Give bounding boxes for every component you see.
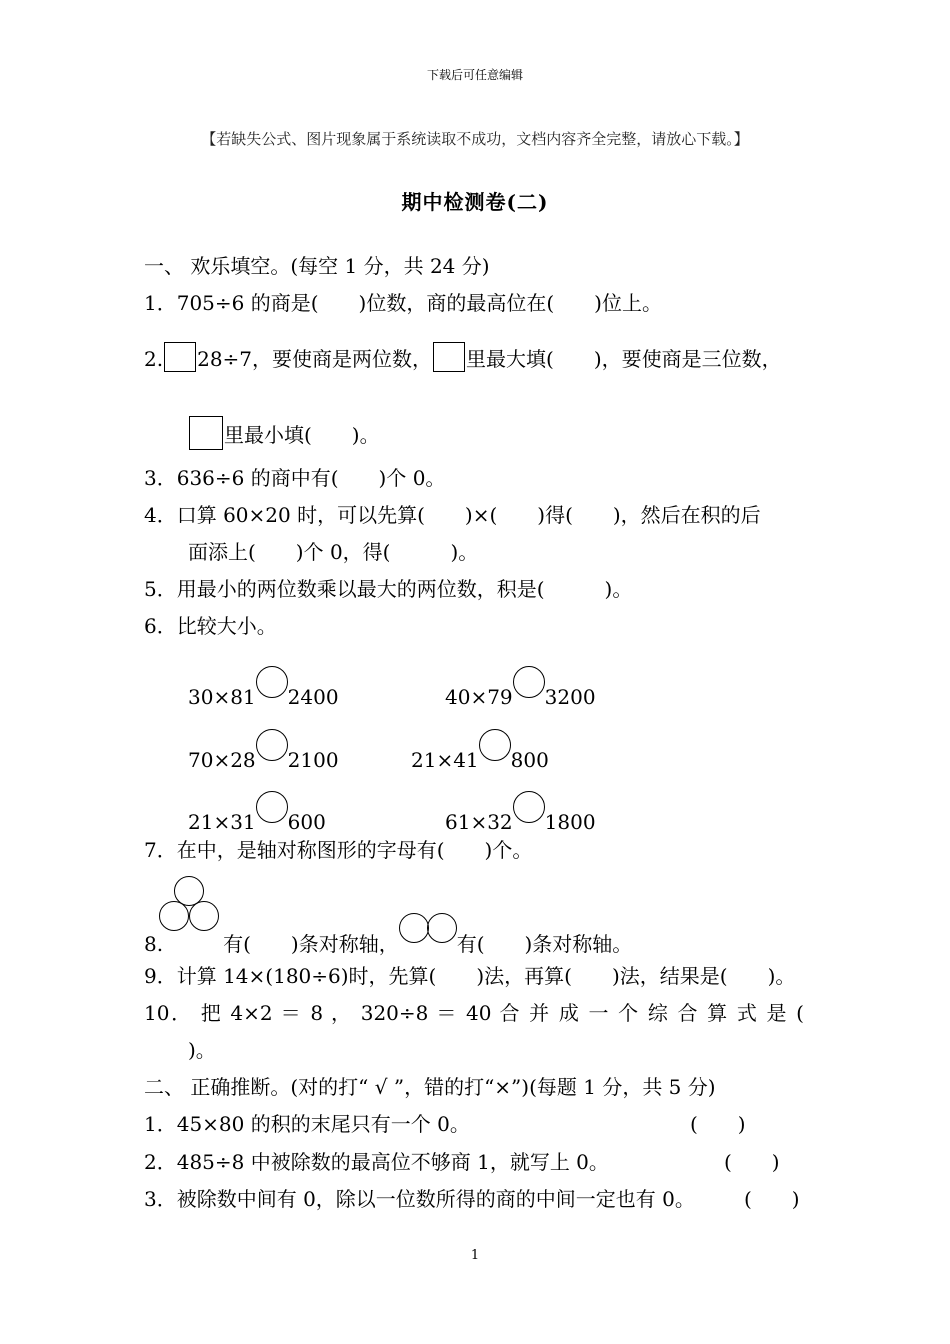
digit-box[interactable] (189, 416, 223, 450)
compare-right: 2400 (287, 685, 339, 709)
compare-item (445, 791, 596, 834)
compare-right: 800 (510, 748, 549, 772)
question-8-text-a: 有( )条对称轴， (223, 932, 399, 956)
compare-item (445, 666, 596, 709)
section1-heading: 一、 欢乐填空。(每空 1 分，共 24 分) (144, 254, 490, 278)
question-8 (144, 913, 632, 957)
section2-heading: 二、 正确推断。(对的打“ √ ”，错的打“×”)(每题 1 分，共 5 分) (144, 1075, 716, 1099)
digit-box[interactable] (433, 342, 465, 372)
question-2-number: 2. (144, 347, 164, 371)
compare-item (188, 729, 339, 772)
compare-circle[interactable] (256, 729, 288, 761)
compare-left: 40×79 (445, 685, 513, 709)
compare-left: 21×41 (411, 748, 479, 772)
page-title: 期中检测卷(二) (401, 190, 549, 214)
question-2-line2 (188, 416, 380, 450)
compare-left: 70×28 (188, 748, 256, 772)
question-2-line1 (144, 342, 782, 372)
question-3: 3．636÷6 的商中有( )个 0。 (144, 466, 446, 490)
question-8-number: 8. (144, 932, 164, 956)
compare-circle[interactable] (256, 666, 288, 698)
compare-right: 1800 (544, 810, 596, 834)
judge-item-2: 2．485÷8 中被除数的最高位不够商 1，就写上 0。 (144, 1150, 609, 1174)
judge-item-3: 3．被除数中间有 0，除以一位数所得的商的中间一定也有 0。 (144, 1187, 695, 1211)
question-9: 9．计算 14×(180÷6)时，先算( )法，再算( )法，结果是( )。 (144, 964, 796, 988)
compare-right: 2100 (287, 748, 339, 772)
compare-left: 30×81 (188, 685, 256, 709)
compare-item (411, 729, 549, 772)
question-6: 6．比较大小。 (144, 614, 277, 638)
question-8-text-b: 有( )条对称轴。 (456, 932, 633, 956)
question-2-text-b: 里最大填( )，要使商是三位数， (466, 347, 782, 371)
digit-box[interactable] (164, 342, 196, 372)
notice-banner: 【若缺失公式、图片现象属于系统读取不成功，文档内容齐全完整，请放心下载。】 (201, 130, 749, 148)
judge-item-1: 1．45×80 的积的末尾只有一个 0。 (144, 1112, 470, 1136)
question-10-line1: 10． 把 4×2 ＝ 8 ， 320÷8 ＝ 40 合 并 成 一 个 综 合 算 式 是 ( (144, 1001, 804, 1025)
compare-circle[interactable] (513, 666, 545, 698)
compare-circle[interactable] (513, 791, 545, 823)
question-7: 7．在中，是轴对称图形的字母有( )个。 (144, 838, 533, 862)
question-2-text-a: 28÷7，要使商是两位数， (197, 347, 433, 371)
answer-paren[interactable]: ( ) (744, 1187, 800, 1211)
compare-left: 61×32 (445, 810, 513, 834)
two-circles-figure (399, 913, 457, 943)
compare-circle[interactable] (256, 791, 288, 823)
compare-left: 21×31 (188, 810, 256, 834)
question-4-line2: 面添上( )个 0，得( )。 (188, 540, 479, 564)
compare-item (188, 791, 326, 834)
compare-right: 3200 (544, 685, 596, 709)
question-10-line2: )。 (188, 1038, 216, 1062)
question-4-line1: 4．口算 60×20 时，可以先算( )×( )得( )，然后在积的后 (144, 503, 761, 527)
answer-paren[interactable]: ( ) (724, 1150, 780, 1174)
header-note: 下载后可任意编辑 (426, 68, 523, 82)
question-1: 1．705÷6 的商是( )位数，商的最高位在( )位上。 (144, 291, 662, 315)
question-5: 5．用最小的两位数乘以最大的两位数，积是( )。 (144, 577, 633, 601)
answer-paren[interactable]: ( ) (690, 1112, 746, 1136)
page-number: 1 (470, 1248, 480, 1263)
compare-circle[interactable] (479, 729, 511, 761)
compare-right: 600 (287, 810, 326, 834)
question-2-text-c: 里最小填( )。 (224, 423, 380, 447)
compare-item (188, 666, 339, 709)
